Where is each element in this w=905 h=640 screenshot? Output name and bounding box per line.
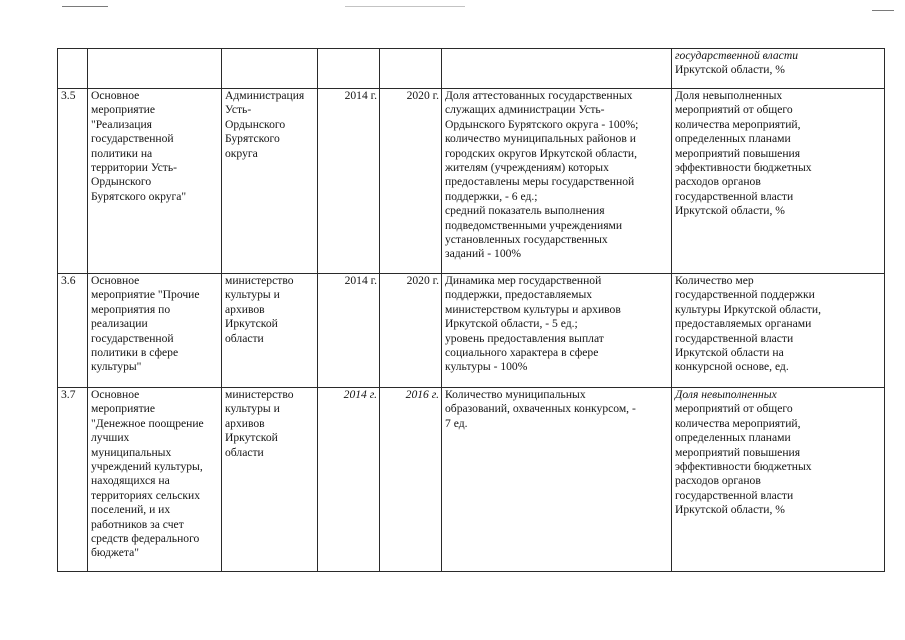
indicator-line: государственной власти (675, 49, 798, 62)
event-line: муниципальных (91, 445, 172, 459)
result-line: городских округов Иркутской области, (445, 146, 637, 160)
indicator-line: количества мероприятий, (675, 416, 801, 430)
indicator-line: Доля невыполненных (675, 388, 777, 401)
executor-line: Администрация (225, 89, 305, 102)
cell-start-year: 2014 г. (318, 388, 380, 572)
cell-indicator (672, 49, 885, 89)
program-measures-table (57, 48, 885, 572)
indicator-line: мероприятий от общего (675, 103, 793, 117)
event-line: государственной (91, 331, 174, 345)
result-line: министерством культуры и архивов (445, 302, 621, 316)
result-line: 7 ед. (445, 416, 468, 430)
indicator-line: государственной власти (675, 488, 794, 502)
executor-line: Ордынского (225, 117, 286, 131)
executor-line: министерство (225, 274, 294, 287)
result-line: культуры - 100% (445, 360, 528, 374)
result-line: предоставлены меры государственной (445, 175, 635, 189)
event-line: мероприятие (91, 103, 156, 117)
cell-executor (222, 89, 318, 274)
scan-artifact-left (62, 6, 108, 7)
result-line: поддержки, - 6 ед.; (445, 189, 538, 203)
result-line: поддержки, предоставляемых (445, 288, 593, 302)
executor-line: архивов (225, 416, 265, 430)
executor-line: Бурятского (225, 132, 280, 146)
indicator-line: предоставляемых органами (675, 317, 812, 331)
cell-executor (222, 49, 318, 89)
result-line: Динамика мер государственной (445, 274, 602, 287)
cell-indicator (672, 89, 885, 274)
cell-result (442, 388, 672, 572)
event-line: территориях сельских (91, 488, 201, 502)
executor-line: Иркутской (225, 317, 278, 331)
event-line: государственной (91, 132, 174, 146)
event-line: Ордынского (91, 175, 152, 189)
cell-start-year: 2014 г. (318, 89, 380, 274)
cell-event (88, 49, 222, 89)
event-line: политики на (91, 146, 153, 160)
indicator-line: эффективности бюджетных (675, 460, 812, 474)
result-line: Количество муниципальных (445, 388, 586, 401)
executor-line: Иркутской (225, 431, 278, 445)
cell-event (88, 89, 222, 274)
event-line: "Денежное поощрение (91, 416, 204, 430)
indicator-line: мероприятий от общего (675, 402, 793, 416)
result-line: служащих администрации Усть- (445, 103, 605, 117)
event-line: поселений, и их (91, 503, 171, 517)
table-row (58, 388, 885, 572)
result-line: социального характера в сфере (445, 346, 599, 360)
event-line: лучших (91, 431, 130, 445)
indicator-line: расходов органов (675, 175, 761, 189)
result-line: Доля аттестованных государственных (445, 89, 633, 102)
indicator-line: культуры Иркутской области, (675, 302, 821, 316)
executor-line: министерство (225, 388, 294, 401)
executor-line: округа (225, 146, 258, 160)
executor-line: культуры и (225, 402, 280, 416)
indicator-line: эффективности бюджетных (675, 161, 812, 175)
table-row (58, 89, 885, 274)
result-line: заданий - 100% (445, 247, 522, 261)
event-line: Бурятского округа" (91, 189, 187, 203)
executor-line: области (225, 445, 264, 459)
result-line: образований, охваченных конкурсом, - (445, 402, 636, 416)
scan-artifact-right (872, 10, 894, 11)
cell-end-year: 2020 г. (380, 274, 442, 388)
cell-indicator (672, 274, 885, 388)
indicator-line: мероприятий повышения (675, 445, 801, 459)
cell-end-year: 2020 г. (380, 89, 442, 274)
result-line: Иркутской области, - 5 ед.; (445, 317, 578, 331)
event-line: мероприятия по (91, 302, 171, 316)
indicator-line: Доля невыполненных (675, 89, 783, 102)
table-row-continuation (58, 49, 885, 89)
event-line: политики в сфере (91, 346, 179, 360)
cell-executor (222, 388, 318, 572)
table-row (58, 274, 885, 388)
result-line: подведомственными учреждениями (445, 218, 623, 232)
cell-start-year: 2014 г. (318, 274, 380, 388)
indicator-line: определенных планами (675, 132, 791, 146)
event-line: учреждений культуры, (91, 460, 203, 474)
result-line: Ордынского Бурятского округа - 100%; (445, 117, 639, 131)
indicator-line: количества мероприятий, (675, 117, 801, 131)
event-line: средств федерального (91, 532, 200, 546)
indicator-line: государственной власти (675, 189, 794, 203)
executor-line: культуры и (225, 288, 280, 302)
result-line: средний показатель выполнения (445, 204, 605, 218)
indicator-line: государственной поддержки (675, 288, 815, 302)
executor-line: Усть- (225, 103, 252, 117)
executor-line: архивов (225, 302, 265, 316)
cell-event (88, 388, 222, 572)
indicator-line: Иркутской области, % (675, 204, 785, 218)
cell-start-year (318, 49, 380, 89)
event-line: мероприятие "Прочие (91, 288, 200, 302)
event-line: бюджета" (91, 546, 139, 560)
cell-indicator (672, 388, 885, 572)
event-line: мероприятие (91, 402, 156, 416)
event-line: находящихся на (91, 474, 170, 488)
event-line: Основное (91, 388, 140, 401)
result-line: количество муниципальных районов и (445, 132, 636, 146)
cell-end-year: 2016 г. (380, 388, 442, 572)
cell-result (442, 89, 672, 274)
indicator-line: Количество мер (675, 274, 754, 287)
indicator-line: государственной власти (675, 331, 794, 345)
scan-artifact-center (345, 6, 465, 7)
indicator-line: Иркутской области на (675, 346, 784, 360)
event-line: работников за счет (91, 517, 184, 531)
cell-num: 3.5 (58, 89, 88, 274)
event-line: Основное (91, 89, 140, 102)
result-line: жителям (учреждениям) которых (445, 161, 609, 175)
cell-result (442, 274, 672, 388)
indicator-line: Иркутской области, % (675, 63, 785, 77)
indicator-line: определенных планами (675, 431, 791, 445)
cell-end-year (380, 49, 442, 89)
indicator-line: мероприятий повышения (675, 146, 801, 160)
event-line: реализации (91, 317, 148, 331)
result-line: уровень предоставления выплат (445, 331, 604, 345)
executor-line: области (225, 331, 264, 345)
result-line: установленных государственных (445, 233, 608, 247)
cell-result (442, 49, 672, 89)
cell-num (58, 49, 88, 89)
cell-executor (222, 274, 318, 388)
indicator-line: конкурсной основе, ед. (675, 360, 789, 374)
cell-num: 3.6 (58, 274, 88, 388)
cell-event (88, 274, 222, 388)
event-line: культуры" (91, 360, 142, 374)
indicator-line: расходов органов (675, 474, 761, 488)
cell-num: 3.7 (58, 388, 88, 572)
event-line: "Реализация (91, 117, 153, 131)
event-line: Основное (91, 274, 140, 287)
event-line: территории Усть- (91, 161, 178, 175)
indicator-line: Иркутской области, % (675, 503, 785, 517)
